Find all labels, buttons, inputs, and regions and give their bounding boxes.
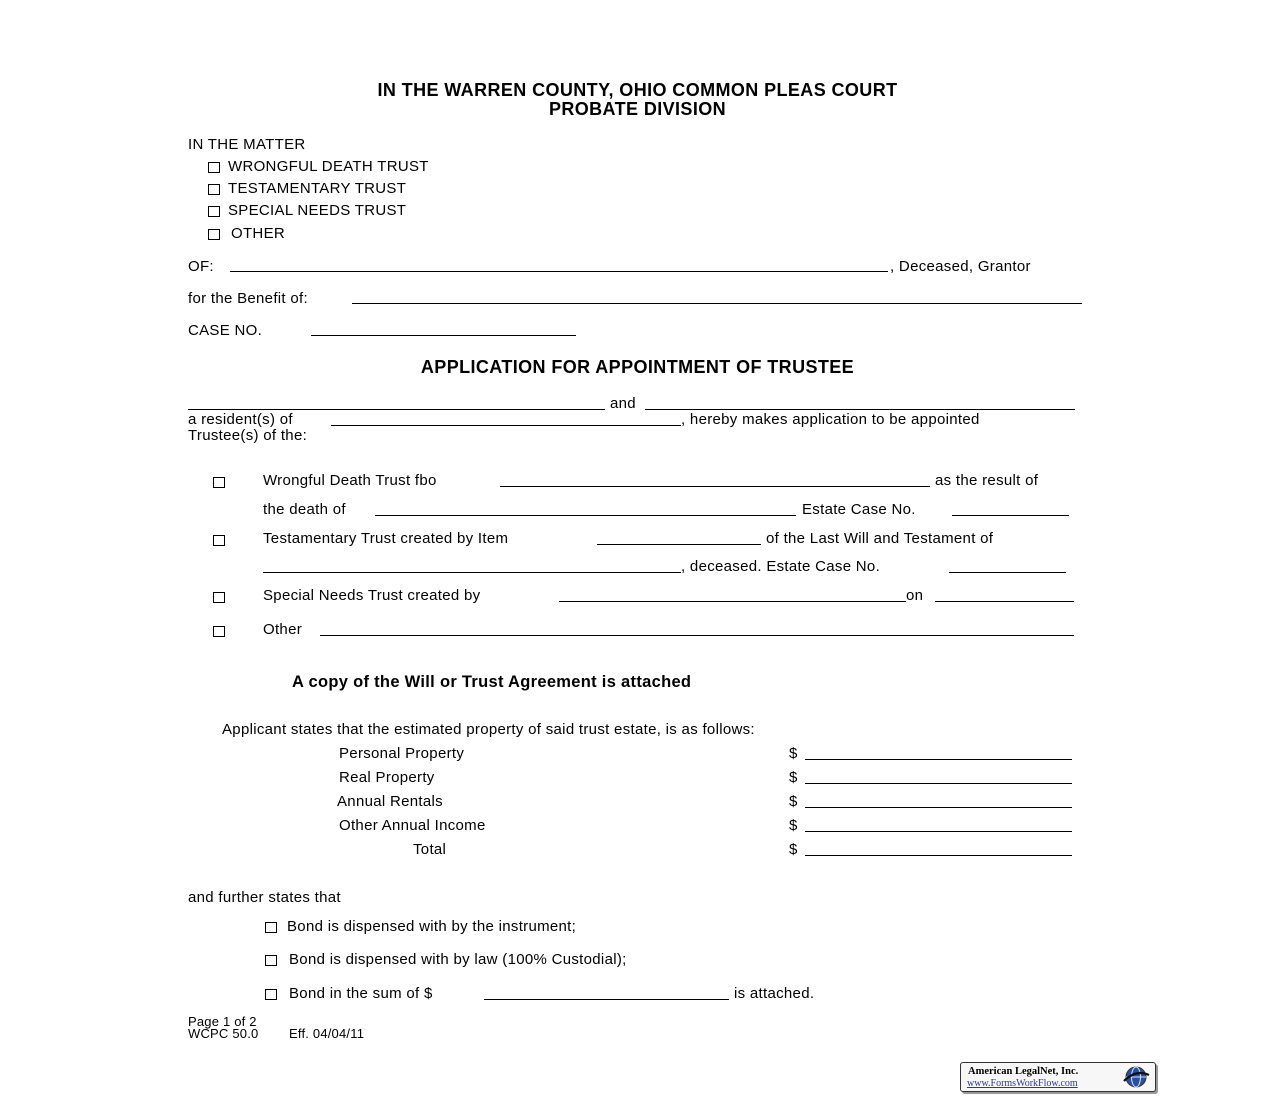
page-number: Page 1 of 2	[188, 1014, 257, 1029]
total-field[interactable]	[805, 855, 1072, 856]
property-personal-label: Personal Property	[339, 745, 465, 762]
currency-symbol: $	[789, 817, 798, 834]
testator-name-field[interactable]	[263, 572, 681, 573]
trustee-of-label: Trustee(s) of the:	[188, 427, 308, 444]
real-property-field[interactable]	[805, 783, 1072, 784]
wrongful-prefix: Wrongful Death Trust fbo	[263, 472, 437, 489]
applicant-1-field[interactable]	[188, 409, 605, 410]
bond-sum-prefix: Bond in the sum of $	[289, 985, 433, 1002]
grantor-name-field[interactable]	[230, 271, 888, 272]
wrongful-estate-case-field[interactable]	[952, 515, 1069, 516]
globe-icon	[1121, 1065, 1151, 1089]
beneficiary-field[interactable]	[352, 303, 1082, 304]
special-date-field[interactable]	[935, 601, 1074, 602]
currency-symbol: $	[789, 769, 798, 786]
testamentary-prefix: Testamentary Trust created by Item	[263, 530, 509, 547]
wrongful-death-of-label: the death of	[263, 501, 346, 518]
checkbox-bond-law[interactable]	[265, 955, 277, 966]
form-title: APPLICATION FOR APPOINTMENT OF TRUSTEE	[420, 357, 855, 377]
further-intro: and further states that	[188, 889, 341, 906]
applicant-2-field[interactable]	[645, 409, 1075, 410]
benefit-label: for the Benefit of:	[188, 290, 308, 307]
testamentary-item-field[interactable]	[597, 544, 761, 545]
property-income-label: Other Annual Income	[339, 817, 486, 834]
wrongful-suffix: as the result of	[935, 472, 1039, 489]
and-label: and	[610, 395, 636, 412]
division-name: PROBATE DIVISION	[548, 99, 727, 119]
bond-instrument-label: Bond is dispensed with by the instrument;	[287, 918, 577, 935]
of-suffix: , Deceased, Grantor	[890, 258, 1031, 275]
checkbox-other[interactable]	[208, 229, 220, 240]
other-prefix: Other	[263, 621, 303, 638]
attached-note: A copy of the Will or Trust Agreement is attached	[292, 673, 692, 691]
checkbox-wrongful-death-fbo[interactable]	[213, 477, 225, 488]
special-created-by-field[interactable]	[559, 601, 906, 602]
other-income-field[interactable]	[805, 831, 1072, 832]
special-prefix: Special Needs Trust created by	[263, 587, 481, 604]
case-no-field[interactable]	[311, 335, 576, 336]
wrongful-fbo-field[interactable]	[500, 486, 930, 487]
american-legalnet-logo[interactable]	[960, 1062, 1156, 1092]
checkbox-special-needs-created[interactable]	[213, 592, 225, 603]
resident-prefix: a resident(s) of	[188, 411, 293, 428]
matter-label: IN THE MATTER	[188, 136, 306, 153]
testamentary-suffix: of the Last Will and Testament of	[766, 530, 994, 547]
property-rentals-label: Annual Rentals	[337, 793, 443, 810]
wrongful-death-of-field[interactable]	[375, 515, 796, 516]
special-on-label: on	[906, 587, 924, 604]
checkbox-testamentary-trust[interactable]	[208, 184, 220, 195]
testamentary-deceased-label: , deceased. Estate Case No.	[681, 558, 881, 575]
wrongful-estate-case-label: Estate Case No.	[802, 501, 916, 518]
option-testamentary-trust: TESTAMENTARY TRUST	[228, 180, 407, 197]
property-real-label: Real Property	[339, 769, 435, 786]
option-other: OTHER	[231, 225, 285, 242]
currency-symbol: $	[789, 793, 798, 810]
checkbox-special-needs-trust[interactable]	[208, 206, 220, 217]
logo-url[interactable]: www.FormsWorkFlow.com	[967, 1078, 1078, 1089]
property-total-label: Total	[413, 841, 447, 858]
case-no-label: CASE NO.	[188, 322, 263, 339]
currency-symbol: $	[789, 745, 798, 762]
personal-property-field[interactable]	[805, 759, 1072, 760]
currency-symbol: $	[789, 841, 798, 858]
logo-company: American LegalNet, Inc.	[968, 1066, 1079, 1077]
checkbox-other-trust[interactable]	[213, 626, 225, 637]
other-trust-field[interactable]	[320, 635, 1074, 636]
court-name: IN THE WARREN COUNTY, OHIO COMMON PLEAS COURT	[377, 80, 898, 100]
effective-date: Eff. 04/04/11	[289, 1026, 365, 1041]
testamentary-estate-case-field[interactable]	[949, 572, 1066, 573]
property-intro: Applicant states that the estimated property of said trust estate, is as follows:	[222, 721, 755, 738]
bond-sum-suffix: is attached.	[734, 985, 815, 1002]
residence-field[interactable]	[331, 425, 681, 426]
checkbox-bond-instrument[interactable]	[265, 922, 277, 933]
option-wrongful-death-trust: WRONGFUL DEATH TRUST	[228, 158, 429, 175]
annual-rentals-field[interactable]	[805, 807, 1072, 808]
bond-sum-field[interactable]	[484, 999, 729, 1000]
checkbox-bond-sum[interactable]	[265, 989, 277, 1000]
checkbox-testamentary-item[interactable]	[213, 535, 225, 546]
resident-suffix: , hereby makes application to be appointed	[681, 411, 980, 428]
of-label: OF:	[188, 258, 214, 275]
bond-law-label: Bond is dispensed with by law (100% Custodial);	[289, 951, 627, 968]
form-id: WCPC 50.0	[188, 1026, 259, 1041]
option-special-needs-trust: SPECIAL NEEDS TRUST	[228, 202, 407, 219]
checkbox-wrongful-death-trust[interactable]	[208, 162, 220, 173]
